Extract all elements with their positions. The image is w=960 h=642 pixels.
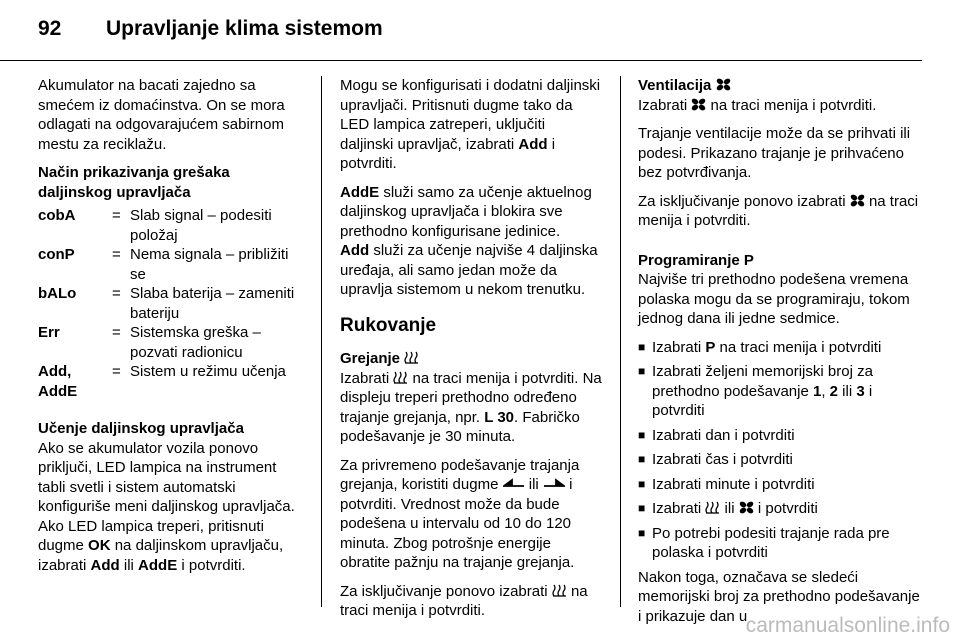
column-divider xyxy=(321,76,322,607)
error-code: bALo xyxy=(38,285,77,302)
bullet: ■ xyxy=(638,452,646,466)
subheading: Ventilacija xyxy=(638,76,922,96)
page-number: 92 xyxy=(38,17,62,40)
subheading: Učenje daljinskog upravljača xyxy=(38,420,244,437)
error-code: conP xyxy=(38,246,75,263)
table-row xyxy=(38,323,306,362)
column-2 xyxy=(340,76,602,630)
fan-icon xyxy=(691,98,706,111)
equals-sign: = xyxy=(112,246,121,263)
column-divider xyxy=(620,76,621,607)
fan-icon xyxy=(850,194,865,207)
table-row xyxy=(38,245,306,284)
page-title: Upravljanje klima sistemom xyxy=(106,17,383,40)
fan-icon xyxy=(716,78,731,91)
heating-waves-icon xyxy=(393,371,408,384)
subheading: Način prikazivanja grešaka daljinskog upravljača xyxy=(38,164,230,201)
bullet: ■ xyxy=(638,525,646,540)
error-meaning: Slab signal – podesiti položaj xyxy=(130,207,272,244)
column-1 xyxy=(38,76,306,584)
equals-sign: = xyxy=(112,324,121,341)
error-meaning: Sistem u režimu učenja xyxy=(130,363,286,380)
paragraph: Trajanje ventilacije može da se prihvati ili podesi. Prikazano trajanje je prihvaćeno bez potvrđivanja. xyxy=(638,125,911,181)
page-header xyxy=(38,17,383,41)
paragraph: Mogu se konfigurisati i dodatni daljinski upravljači. Pritisnuti dugme tako da LED lampica zatreperi, uključiti daljinski upravljač, izabrati Add i potvrditi. xyxy=(340,77,601,172)
increase-arrow-icon xyxy=(543,477,565,490)
paragraph: Za privremeno podešavanje trajanja grejanja, koristiti dugme ili i potvrditi. Vrednost može da bude podešena u intervalu od 10 do 120 minuta. Zbog potrošnje energije obratite pažnju na trajanje grejanja. xyxy=(340,456,580,571)
bullet: ■ xyxy=(638,339,646,354)
equals-sign: = xyxy=(112,363,121,380)
column-3 xyxy=(638,76,922,635)
heating-waves-icon xyxy=(404,351,419,364)
list-item: ■ Izabrati P na traci menija i potvrditi xyxy=(638,338,882,356)
list-item: ■ Izabrati dan i potvrditi xyxy=(638,426,795,444)
decrease-arrow-icon xyxy=(503,477,525,490)
heating-waves-icon xyxy=(552,584,567,597)
paragraph: Za isključivanje ponovo izabrati na traci menija i potvrditi. xyxy=(638,192,919,229)
paragraph: Akumulator na bacati zajedno sa smećem iz domaćinstva. On se mora odlagati na odgovarajućem sabirnom mestu za reciklažu. xyxy=(38,77,285,153)
watermark: carmanualsonline.info xyxy=(745,614,950,637)
list-item: ■ Izabrati ili i potvrditi xyxy=(638,500,818,517)
header-rule xyxy=(0,60,922,61)
list-item: ■ Izabrati željeni memorijski broj za prethodno podešavanje 1, 2 ili 3 i potvrditi xyxy=(638,363,873,419)
error-code-table xyxy=(38,206,306,401)
paragraph: Nakon toga, označava se sledeći memorijski broj za prethodno podešavanje i prikazuje dan u xyxy=(638,568,920,625)
error-code: Err xyxy=(38,324,60,341)
fan-icon xyxy=(739,501,754,514)
table-row xyxy=(38,362,306,401)
section-heading: Rukovanje xyxy=(340,314,437,336)
paragraph: Izabrati na traci menija i potvrditi. xyxy=(638,96,877,114)
equals-sign: = xyxy=(112,207,121,224)
bullet: ■ xyxy=(638,501,646,515)
table-row xyxy=(38,206,306,245)
error-meaning: Nema signala – približiti se xyxy=(130,246,289,283)
paragraph: AddE služi samo za učenje aktuelnog daljinskog upravljača i blokira sve prethodno konfigurisane jedinice. Add služi za učenje najviše 4 daljinska uređaja, ali samo jedan može da upravlja sistemom u nekom trenutku. xyxy=(340,183,598,298)
list-item: ■ Izabrati minute i potvrditi xyxy=(638,475,815,493)
bullet: ■ xyxy=(638,427,646,442)
heating-waves-icon xyxy=(705,501,720,514)
error-meaning: Slaba baterija – zameniti bateriju xyxy=(130,285,295,322)
error-code: cobA xyxy=(38,207,76,224)
paragraph: Najviše tri prethodno podešena vremena polaska mogu da se programiraju, tokom jednog dana ili jedne sedmice. xyxy=(638,271,910,327)
paragraph: Ako se akumulator vozila ponovo priključi, LED lampica na instrument tabli svetli i sistem automatski konfiguriše meni daljinskog upravljača. Ako LED lampica treperi, pritisnuti dugme OK na daljinskom upravljaču, izabrati Add ili AddE i potvrditi. xyxy=(38,439,295,574)
error-code: Add, AddE xyxy=(38,363,78,400)
equals-sign: = xyxy=(112,285,121,302)
paragraph: Za isključivanje ponovo izabrati na traci menija i potvrditi. xyxy=(340,582,588,619)
bullet: ■ xyxy=(638,476,646,491)
error-meaning: Sistemska greška – pozvati radionicu xyxy=(130,324,261,361)
subheading: Programiranje P xyxy=(638,251,754,269)
paragraph: Izabrati na traci menija i potvrditi. Na displeju treperi prethodno određeno trajanje grejanja, npr. L 30. Fabričko podešavanje je 30 minuta. xyxy=(340,369,602,445)
list-item: ■ Po potrebi podesiti trajanje rada pre polaska i potvrditi xyxy=(638,524,890,561)
bullet: ■ xyxy=(638,364,646,378)
list-item: ■ Izabrati čas i potvrditi xyxy=(638,451,793,468)
table-row xyxy=(38,284,306,323)
subheading: Grejanje xyxy=(340,349,602,369)
